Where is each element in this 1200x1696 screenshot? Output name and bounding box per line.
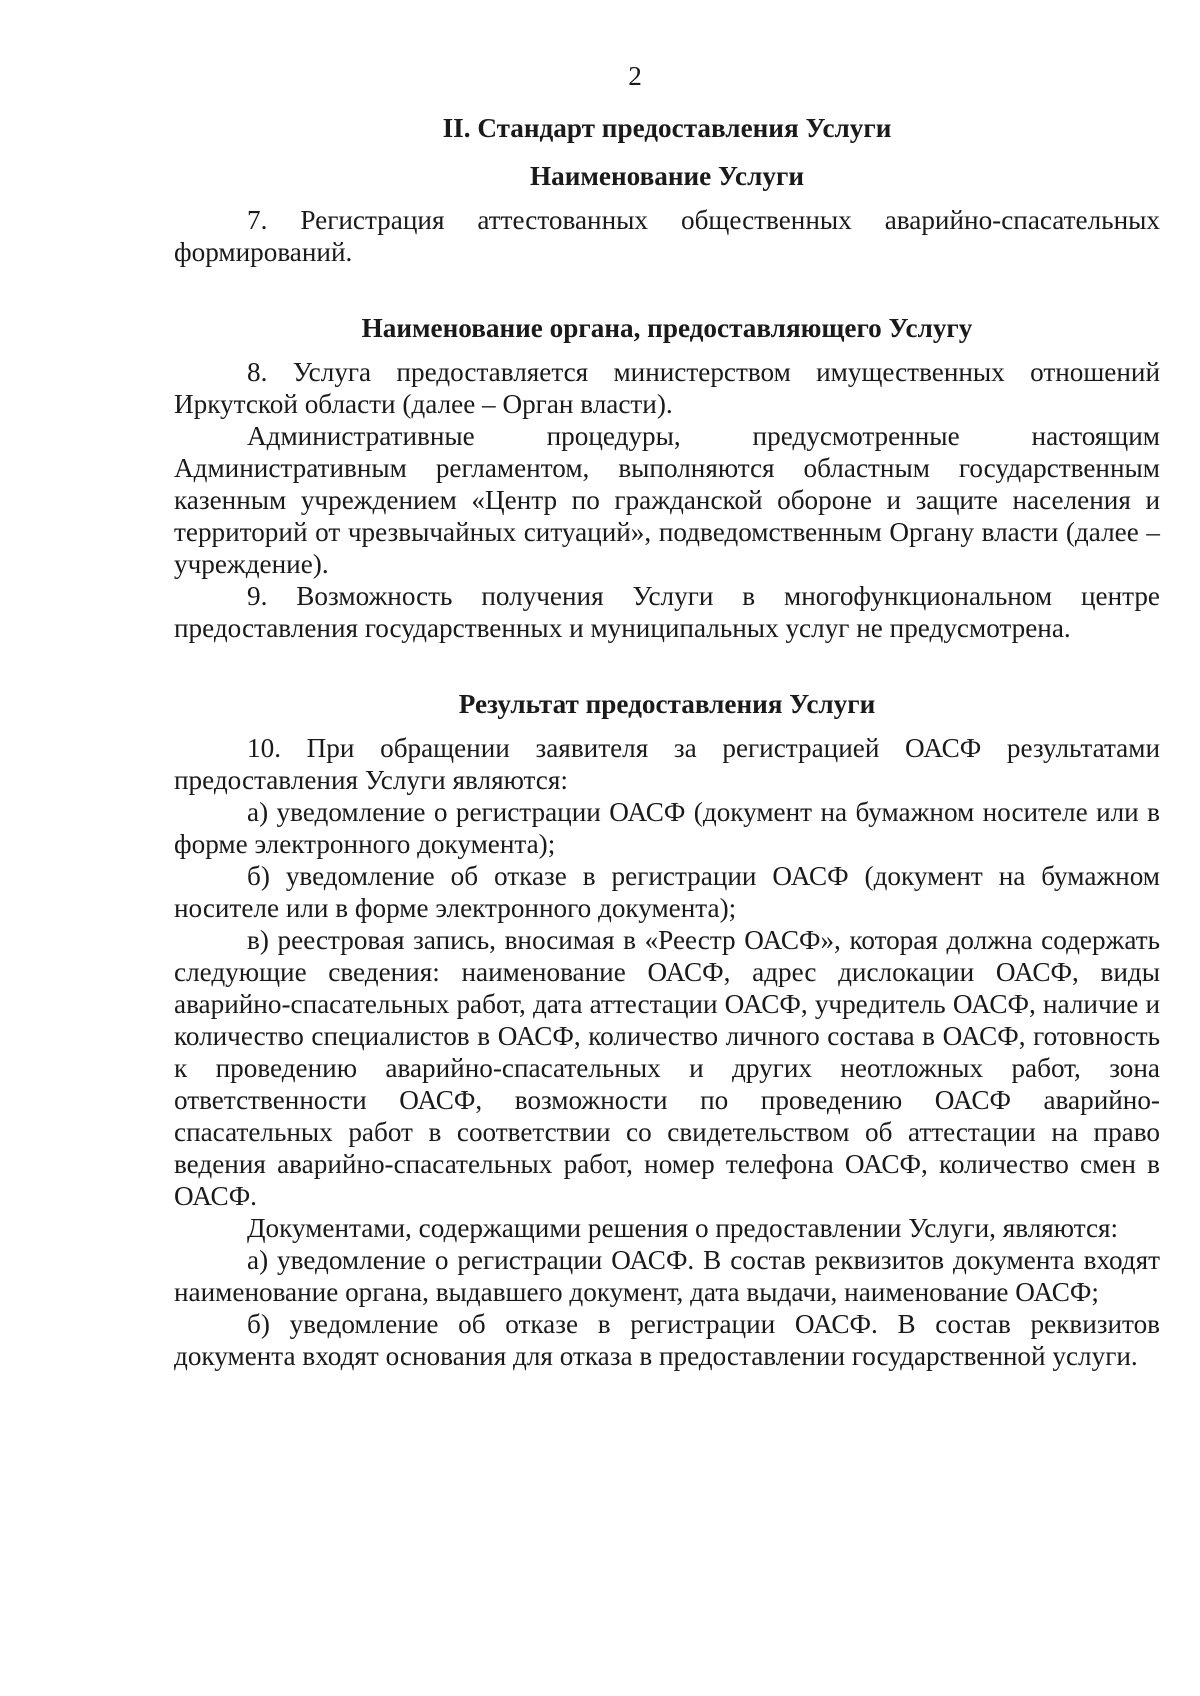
paragraph-8: 8. Услуга предоставляется министерством имущественных отношений Иркутской области (далее – Орган власти). (174, 357, 1160, 419)
paragraph-7: 7. Регистрация аттестованных общественных аварийно-спасательных формирований. (174, 205, 1160, 267)
page-content (174, 112, 1160, 1372)
subsection-heading-result: Результат предоставления Услуги (458, 689, 876, 719)
paragraph-decision-documents: Документами, содержащими решения о предоставлении Услуги, являются: (247, 1213, 1119, 1243)
subsection-heading-authority: Наименование органа, предоставляющего Услугу (361, 313, 973, 343)
paragraph-10-item-v: в) реестровая запись, вносимая в «Реестр ОАСФ», которая должна содержать следующие сведения: наименование ОАСФ, адрес дислокации ОАСФ, виды аварийно-спасательных работ, дата аттестации ОАСФ, учредитель ОАСФ, наличие и количество специалистов в ОАСФ, количество личного состава в ОАСФ, готовность к проведению аварийно-спасательных и других неотложных работ, зона ответственности ОАСФ, возможности по проведению ОАСФ аварийно-спасательных работ в соответствии со свидетельством об аттестации на право ведения аварийно-спасательных работ, номер телефона ОАСФ, количество смен в ОАСФ. (174, 925, 1160, 1211)
paragraph-decision-item-a: а) уведомление о регистрации ОАСФ. В состав реквизитов документа входят наименование органа, выдавшего документ, дата выдачи, наименование ОАСФ; (174, 1245, 1160, 1307)
paragraph-10: 10. При обращении заявителя за регистрацией ОАСФ результатами предоставления Услуги являются: (174, 733, 1160, 795)
subsection-heading-service-name: Наименование Услуги (530, 161, 804, 191)
paragraph-10-item-a: а) уведомление о регистрации ОАСФ (документ на бумажном носителе или в форме электронного документа); (174, 797, 1160, 859)
section-title: II. Стандарт предоставления Услуги (442, 113, 892, 143)
paragraph-8-procedures: Административные процедуры, предусмотренные настоящим Административным регламентом, выполняются областным государственным казенным учреждением «Центр по гражданской обороне и защите населения и территорий от чрезвычайных ситуаций», подведомственным Органу власти (далее – учреждение). (174, 421, 1160, 579)
paragraph-9: 9. Возможность получения Услуги в многофункциональном центре предоставления государственных и муниципальных услуг не предусмотрена. (174, 581, 1160, 643)
page-number: 2 (628, 61, 642, 91)
paragraph-10-item-b: б) уведомление об отказе в регистрации ОАСФ (документ на бумажном носителе или в форме электронного документа); (174, 861, 1160, 923)
paragraph-decision-item-b: б) уведомление об отказе в регистрации ОАСФ. В состав реквизитов документа входят основания для отказа в предоставлении государственной услуги. (174, 1309, 1160, 1371)
